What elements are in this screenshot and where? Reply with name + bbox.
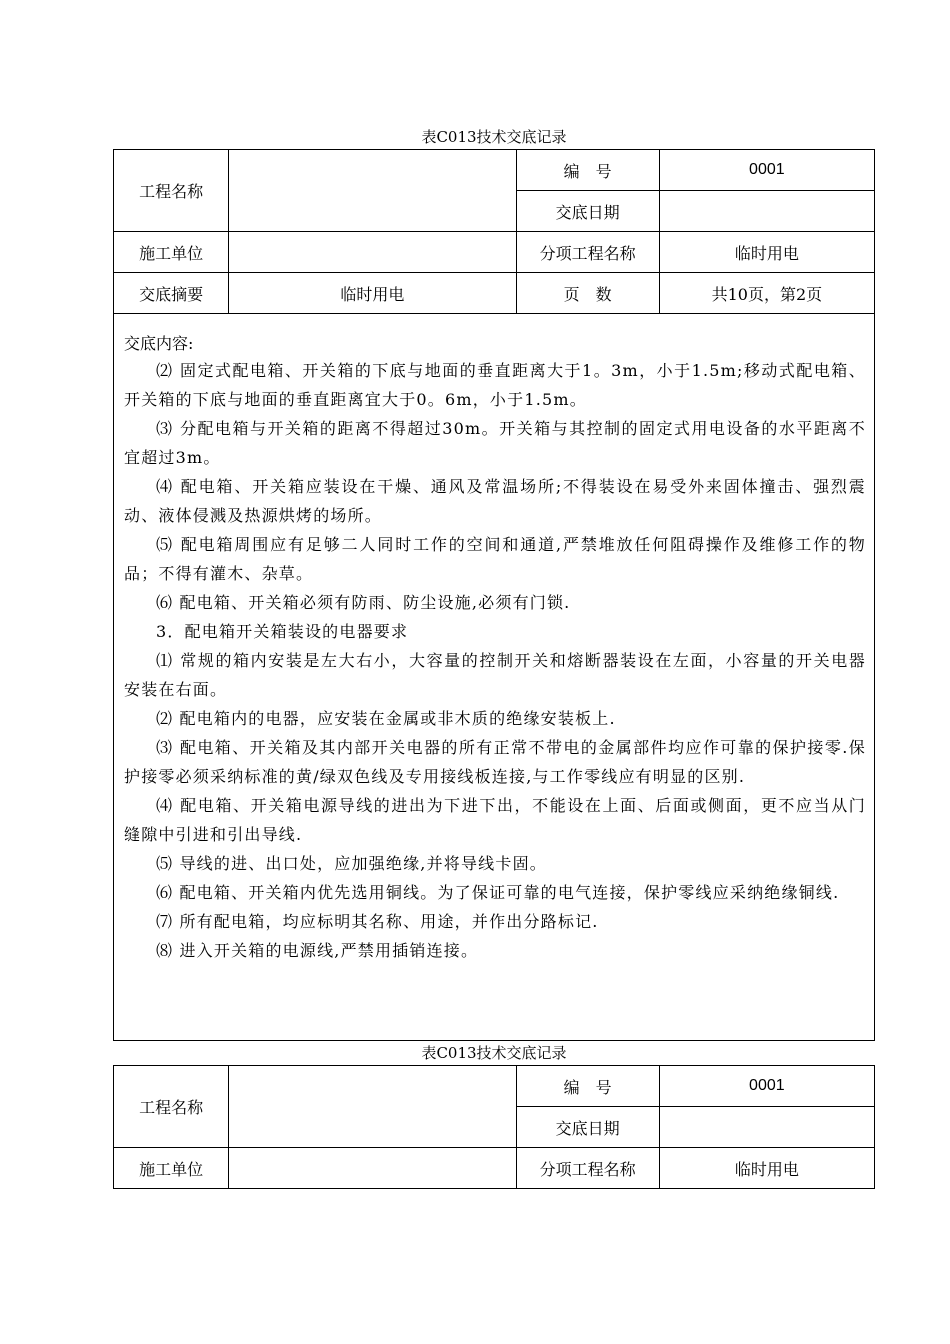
content-paragraph: ⑸ 导线的进、出口处，应加强绝缘,并将导线卡固。 bbox=[156, 854, 547, 873]
sub-project-name-value: 临时用电 bbox=[659, 232, 874, 273]
pages-value: 共10页，第2页 bbox=[659, 273, 874, 314]
number-value: 0001 bbox=[659, 150, 874, 191]
number-value: 0001 bbox=[659, 1066, 874, 1107]
construction-unit-label: 施工单位 bbox=[114, 1148, 229, 1189]
sub-project-name-value: 临时用电 bbox=[659, 1148, 874, 1189]
pages-label: 页 数 bbox=[516, 273, 659, 314]
sub-project-name-label: 分项工程名称 bbox=[516, 1148, 659, 1189]
content-paragraph: ⑺ 所有配电箱，均应标明其名称、用途，并作出分路标记. bbox=[156, 912, 599, 931]
content-paragraph: ⑻ 进入开关箱的电源线,严禁用插销连接。 bbox=[156, 941, 479, 960]
content-paragraph: ⑵ 固定式配电箱、开关箱的下底与地面的垂直距离大于1。3m，小于1.5m;移动式配电箱、开关箱的下底与地面的垂直距离宜大于0。6m，小于1.5m。 bbox=[124, 361, 866, 409]
content-paragraph: ⑶ 分配电箱与开关箱的距离不得超过30m。开关箱与其控制的固定式用电设备的水平距离不宜超过3m。 bbox=[124, 419, 866, 467]
content-section-heading: 3．配电箱开关箱装设的电器要求 bbox=[156, 622, 409, 641]
form-title: 表C013技术交底记录 bbox=[421, 128, 567, 146]
number-label: 编 号 bbox=[516, 150, 659, 191]
content-paragraph: ⑶ 配电箱、开关箱及其内部开关电器的所有正常不带电的金属部件均应作可靠的保护接零.保护接零必须采纳标准的黄/绿双色线及专用接线板连接,与工作零线应有明显的区别. bbox=[124, 738, 866, 786]
handover-record-table bbox=[113, 149, 875, 1041]
content-heading: 交底内容: bbox=[124, 334, 194, 353]
handover-date-label: 交底日期 bbox=[516, 1107, 659, 1148]
content-paragraph: ⑵ 配电箱内的电器，应安装在金属或非木质的绝缘安装板上. bbox=[156, 709, 616, 728]
handover-record-table bbox=[113, 1065, 875, 1189]
content-paragraph: ⑷ 配电箱、开关箱电源导线的进出为下进下出，不能设在上面、后面或侧面，更不应当从门缝隙中引进和引出导线. bbox=[124, 796, 866, 844]
content-paragraph: ⑹ 配电箱、开关箱必须有防雨、防尘设施,必须有门锁. bbox=[156, 593, 571, 612]
handover-content bbox=[114, 314, 875, 1041]
content-paragraph: ⑴ 常规的箱内安装是左大右小，大容量的控制开关和熔断器装设在左面，小容量的开关电器安装在右面。 bbox=[124, 651, 866, 699]
content-paragraph: ⑷ 配电箱、开关箱应装设在干燥、通风及常温场所;不得装设在易受外来固体撞击、强烈震动、液体侵溅及热源烘烤的场所。 bbox=[124, 477, 866, 525]
summary-label: 交底摘要 bbox=[114, 273, 229, 314]
project-name-label: 工程名称 bbox=[114, 1066, 229, 1148]
project-name-value bbox=[229, 150, 516, 232]
handover-date-value bbox=[659, 191, 874, 232]
construction-unit-value bbox=[229, 232, 516, 273]
handover-date-value bbox=[659, 1107, 874, 1148]
content-paragraph: ⑹ 配电箱、开关箱内优先选用铜线。为了保证可靠的电气连接，保护零线应采纳绝缘铜线. bbox=[156, 883, 840, 902]
content-paragraph: ⑸ 配电箱周围应有足够二人同时工作的空间和通道,严禁堆放任何阻碍操作及维修工作的物品；不得有灌木、杂草。 bbox=[124, 535, 866, 583]
summary-value: 临时用电 bbox=[229, 273, 516, 314]
project-name-label: 工程名称 bbox=[114, 150, 229, 232]
construction-unit-value bbox=[229, 1148, 516, 1189]
handover-date-label: 交底日期 bbox=[516, 191, 659, 232]
form-title: 表C013技术交底记录 bbox=[421, 1044, 567, 1062]
sub-project-name-label: 分项工程名称 bbox=[516, 232, 659, 273]
number-label: 编 号 bbox=[516, 1066, 659, 1107]
construction-unit-label: 施工单位 bbox=[114, 232, 229, 273]
project-name-value bbox=[229, 1066, 516, 1148]
